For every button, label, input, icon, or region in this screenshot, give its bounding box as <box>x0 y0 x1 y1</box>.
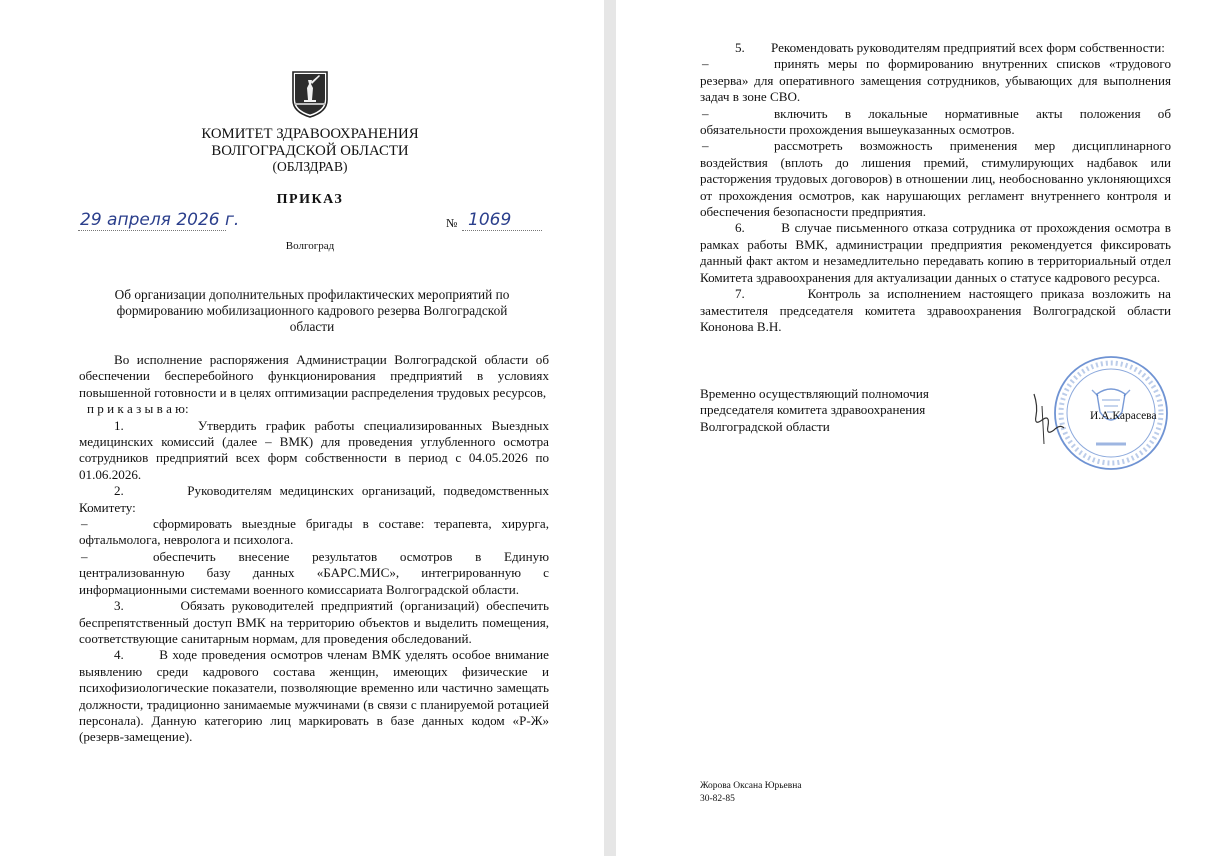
dash-marker: – <box>702 105 709 121</box>
clause-5-dash-1 <box>700 56 1171 105</box>
order-word: п р и к а з ы в а ю: <box>87 401 189 417</box>
clause-5: 5. Рекомендовать руководителям предприятий всех форм собственности: <box>735 40 1165 55</box>
number-label: № <box>446 216 458 230</box>
document-page-2 <box>616 0 1224 856</box>
clause-6: 6. В случае письменного отказа сотрудника от прохождения осмотра в рамках работы ВМК, администрации предприятия рекомендуется фиксировать данный факт актом и незамедлительно передавать копию в территориальный отдел Комитета здравоохранения для актуализации данных о статусе кадрового ресурса. <box>700 220 1171 285</box>
executor-name: Жорова Оксана Юрьевна <box>700 781 802 791</box>
dash-marker: – <box>81 516 88 532</box>
signatory-block <box>700 386 1000 435</box>
org-name-line3: (ОБЛЗДРАВ) <box>272 159 348 175</box>
dash-marker: – <box>702 138 709 154</box>
clause-4: 4. В ходе проведения осмотров членам ВМК уделять особое внимание выявлению среди кадрового состава женщин, имеющих физические и психофизиологические показатели, позволяющие временно или частично замещать должности, традиционно занимаемые мужчинами (в связи с планируемой ротацией персонала). Данную категорию лиц маркировать в базе данных кодом «Р-Ж» (резерв-замещение). <box>79 647 549 745</box>
clause-2-dash-1-text: сформировать выездные бригады в составе: терапевта, хирурга, офтальмолога, невролога и психолога. <box>79 516 549 548</box>
dash-marker: – <box>702 56 709 72</box>
org-name-line1: КОМИТЕТ ЗДРАВООХРАНЕНИЯ <box>201 126 419 142</box>
number-field <box>462 210 542 232</box>
clause-2-dash-2 <box>79 549 549 598</box>
date-field <box>78 210 240 232</box>
signatory-line3: Волгоградской области <box>700 418 830 434</box>
clause-2-dash-1 <box>79 516 549 549</box>
dash-marker: – <box>81 548 88 564</box>
document-page-1 <box>0 0 604 856</box>
clause-1: 1. Утвердить график работы специализированных Выездных медицинских комиссий (далее – ВМК) для проведения углубленного осмотра сотрудников предприятий всех форм собственности в период с 04.05.2026 по 01.06.2026. <box>79 417 549 482</box>
number-handwritten: 1069 <box>468 210 512 230</box>
signature-icon <box>1024 386 1074 446</box>
clause-5-dash-2-text: включить в локальные нормативные акты положения об обязательности прохождения вышеуказанных осмотров. <box>700 105 1171 138</box>
org-name-line2: ВОЛГОГРАДСКОЙ ОБЛАСТИ <box>211 142 409 159</box>
signatory-line1: Временно осуществляющий полномочия <box>700 386 929 401</box>
clause-2: 2. Руководителям медицинских организаций, подведомственных Комитету: <box>79 483 549 515</box>
signatory-name: И.А.Карасева <box>1090 410 1157 422</box>
city: Волгоград <box>285 240 335 252</box>
org-header <box>130 126 490 176</box>
clause-3: 3. Обязать руководителей предприятий (организаций) обеспечить беспрепятственный доступ ВМК на территорию объектов и выделить помещения, соответствующие санитарным нормам, для проведения обследований. <box>79 598 549 646</box>
order-body-page1 <box>79 352 549 746</box>
clause-2-dash-2-text: обеспечить внесение результатов осмотров в Единую централизованную базу данных «БАРС.МИС», интегрированную с информационными системами военного комиссариата Волгоградской области. <box>79 548 549 597</box>
clause-7: 7. Контроль за исполнением настоящего приказа возложить на заместителя председателя комитета здравоохранения Волгоградской области Кононова В.Н. <box>700 286 1171 334</box>
clause-5-dash-3 <box>700 138 1171 220</box>
preamble: Во исполнение распоряжения Администрации Волгоградской области об обеспечении бесперебойного функционирования предприятий в условиях повышенной готовности и в целях оптимизации распределения трудовых ресурсов, <box>79 352 549 400</box>
executor-block <box>700 780 802 805</box>
clause-5-dash-3-text: рассмотреть возможность применения мер дисциплинарного воздействия (вплоть до лишения премий, стимулирующих надбавок или расторжения трудовых договоров) в отношении лиц, необоснованно уклоняющихся от прохождения осмотров, как нарушающих регламент внутреннего контроля и обеспечения безопасности предприятия. <box>700 138 1171 220</box>
clause-5-dash-2 <box>700 106 1171 139</box>
clause-5-dash-1-text: принять меры по формированию внутренних списков «трудового резерва» для оперативного замещения сотрудников, убывающих для выполнения задач в зоне СВО. <box>700 56 1171 105</box>
order-body-page2 <box>700 40 1171 335</box>
executor-phone: 30-82-85 <box>700 793 735 804</box>
signatory-line2: председателя комитета здравоохранения <box>700 402 926 418</box>
doc-type-title: ПРИКАЗ <box>276 192 344 207</box>
order-subject: Об организации дополнительных профилактических мероприятий по формированию мобилизационного кадрового резерва Волгоградской области <box>114 287 510 335</box>
date-handwritten: 29 апреля 2026 г. <box>80 210 240 230</box>
coat-of-arms-icon <box>291 70 329 118</box>
